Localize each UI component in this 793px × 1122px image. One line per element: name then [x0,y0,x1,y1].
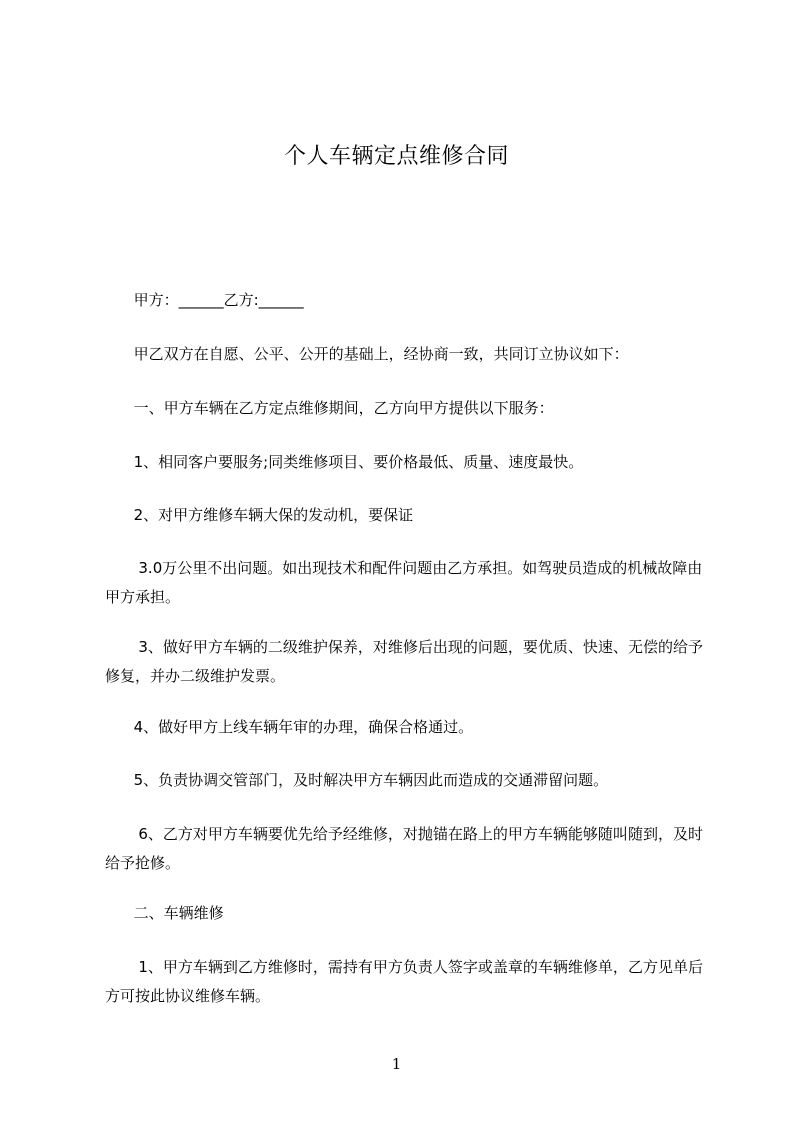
clause-paragraph: 3、做好甲方车辆的二级维护保养，对维修后出现的问题，要优质、快速、无偿的给予修复，并办二级维护发票。 [105,638,703,685]
clause-paragraph: 2、对甲方维修车辆大保的发动机，要保证 [105,506,414,524]
clause-paragraph: 4、做好甲方上线车辆年审的办理，确保合格通过。 [105,718,474,736]
page-number: 1 [391,1055,402,1073]
section-heading-repair: 二、车辆维修 [105,904,224,922]
clause-paragraph: 1、相同客户要服务;同类维修项目、要价格最低、质量、速度最快。 [105,453,584,471]
preamble-paragraph: 甲乙双方在自愿、公平、公开的基础上，经协商一致，共同订立协议如下： [105,345,629,363]
clause-paragraph: 6、乙方对甲方车辆要优先给予经维修，对抛锚在路上的甲方车辆能够随叫随到，及时给予抢修。 [105,825,703,872]
section-heading-services: 一、甲方车辆在乙方定点维修期间，乙方向甲方提供以下服务： [105,399,554,417]
clause-paragraph: 3.0万公里不出问题。如出现技术和配件问题由乙方承担。如驾驶员造成的机械故障由甲方承担。 [105,559,703,606]
party-line: 甲方：______乙方:______ [105,291,304,309]
clause-paragraph: 1、甲方车辆到乙方维修时，需持有甲方负责人签字或盖章的车辆维修单，乙方见单后方可按此协议维修车辆。 [105,958,703,1005]
clause-paragraph: 5、负责协调交管部门，及时解决甲方车辆因此而造成的交通滞留问题。 [105,771,609,789]
page-title: 个人车辆定点维修合同 [283,144,509,169]
